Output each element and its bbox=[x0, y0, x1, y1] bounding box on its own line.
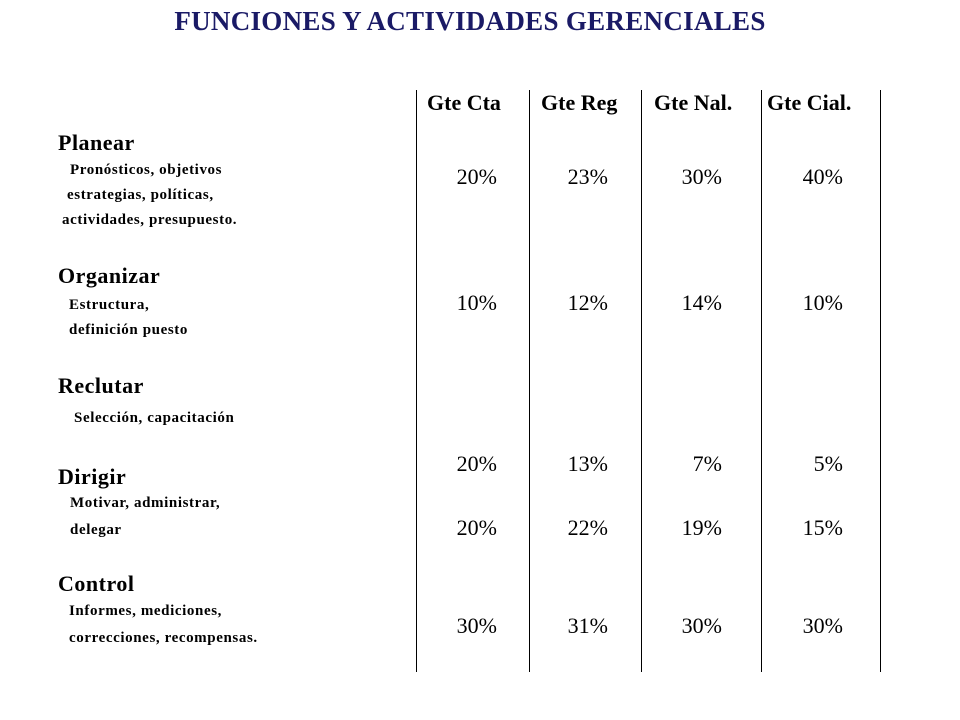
section-title-control: Control bbox=[58, 571, 135, 596]
section-detail: correcciones, recompensas. bbox=[69, 630, 258, 646]
value-cell: 19% bbox=[681, 515, 722, 540]
page-title: FUNCIONES Y ACTIVIDADES GERENCIALES bbox=[174, 6, 766, 36]
value-cell: 5% bbox=[813, 451, 843, 476]
column-divider bbox=[880, 90, 881, 672]
value-cell: 30% bbox=[681, 164, 722, 189]
section-detail: Informes, mediciones, bbox=[69, 603, 222, 619]
section-title-organizar: Organizar bbox=[58, 263, 161, 288]
column-header-gte-reg: Gte Reg bbox=[541, 90, 618, 115]
value-cell: 20% bbox=[456, 451, 497, 476]
section-detail: Selección, capacitación bbox=[74, 410, 235, 426]
section-detail: estrategias, políticas, bbox=[67, 187, 214, 203]
value-cell: 14% bbox=[681, 290, 722, 315]
value-cell: 13% bbox=[567, 451, 608, 476]
value-cell: 20% bbox=[456, 164, 497, 189]
section-detail: actividades, presupuesto. bbox=[62, 212, 238, 228]
section-title-reclutar: Reclutar bbox=[58, 373, 144, 398]
value-cell: 20% bbox=[456, 515, 497, 540]
value-cell: 31% bbox=[567, 613, 608, 638]
section-detail: delegar bbox=[70, 522, 122, 538]
value-cell: 30% bbox=[681, 613, 722, 638]
value-cell: 10% bbox=[802, 290, 843, 315]
section-title-dirigir: Dirigir bbox=[58, 464, 127, 489]
section-detail: definición puesto bbox=[69, 322, 188, 338]
value-cell: 15% bbox=[802, 515, 843, 540]
value-cell: 23% bbox=[567, 164, 608, 189]
section-detail: Motivar, administrar, bbox=[70, 495, 221, 511]
section-title-planear: Planear bbox=[58, 130, 135, 155]
value-cell: 7% bbox=[692, 451, 722, 476]
value-cell: 10% bbox=[456, 290, 497, 315]
column-header-gte-cta: Gte Cta bbox=[427, 90, 501, 115]
value-cell: 30% bbox=[802, 613, 843, 638]
value-cell: 40% bbox=[802, 164, 843, 189]
column-header-gte-cial: Gte Cial. bbox=[767, 90, 852, 115]
value-cell: 22% bbox=[567, 515, 608, 540]
column-header-gte-nal: Gte Nal. bbox=[654, 90, 733, 115]
value-cell: 12% bbox=[567, 290, 608, 315]
section-detail: Estructura, bbox=[69, 297, 150, 313]
section-detail: Pronósticos, objetivos bbox=[70, 162, 223, 178]
value-cell: 30% bbox=[456, 613, 497, 638]
